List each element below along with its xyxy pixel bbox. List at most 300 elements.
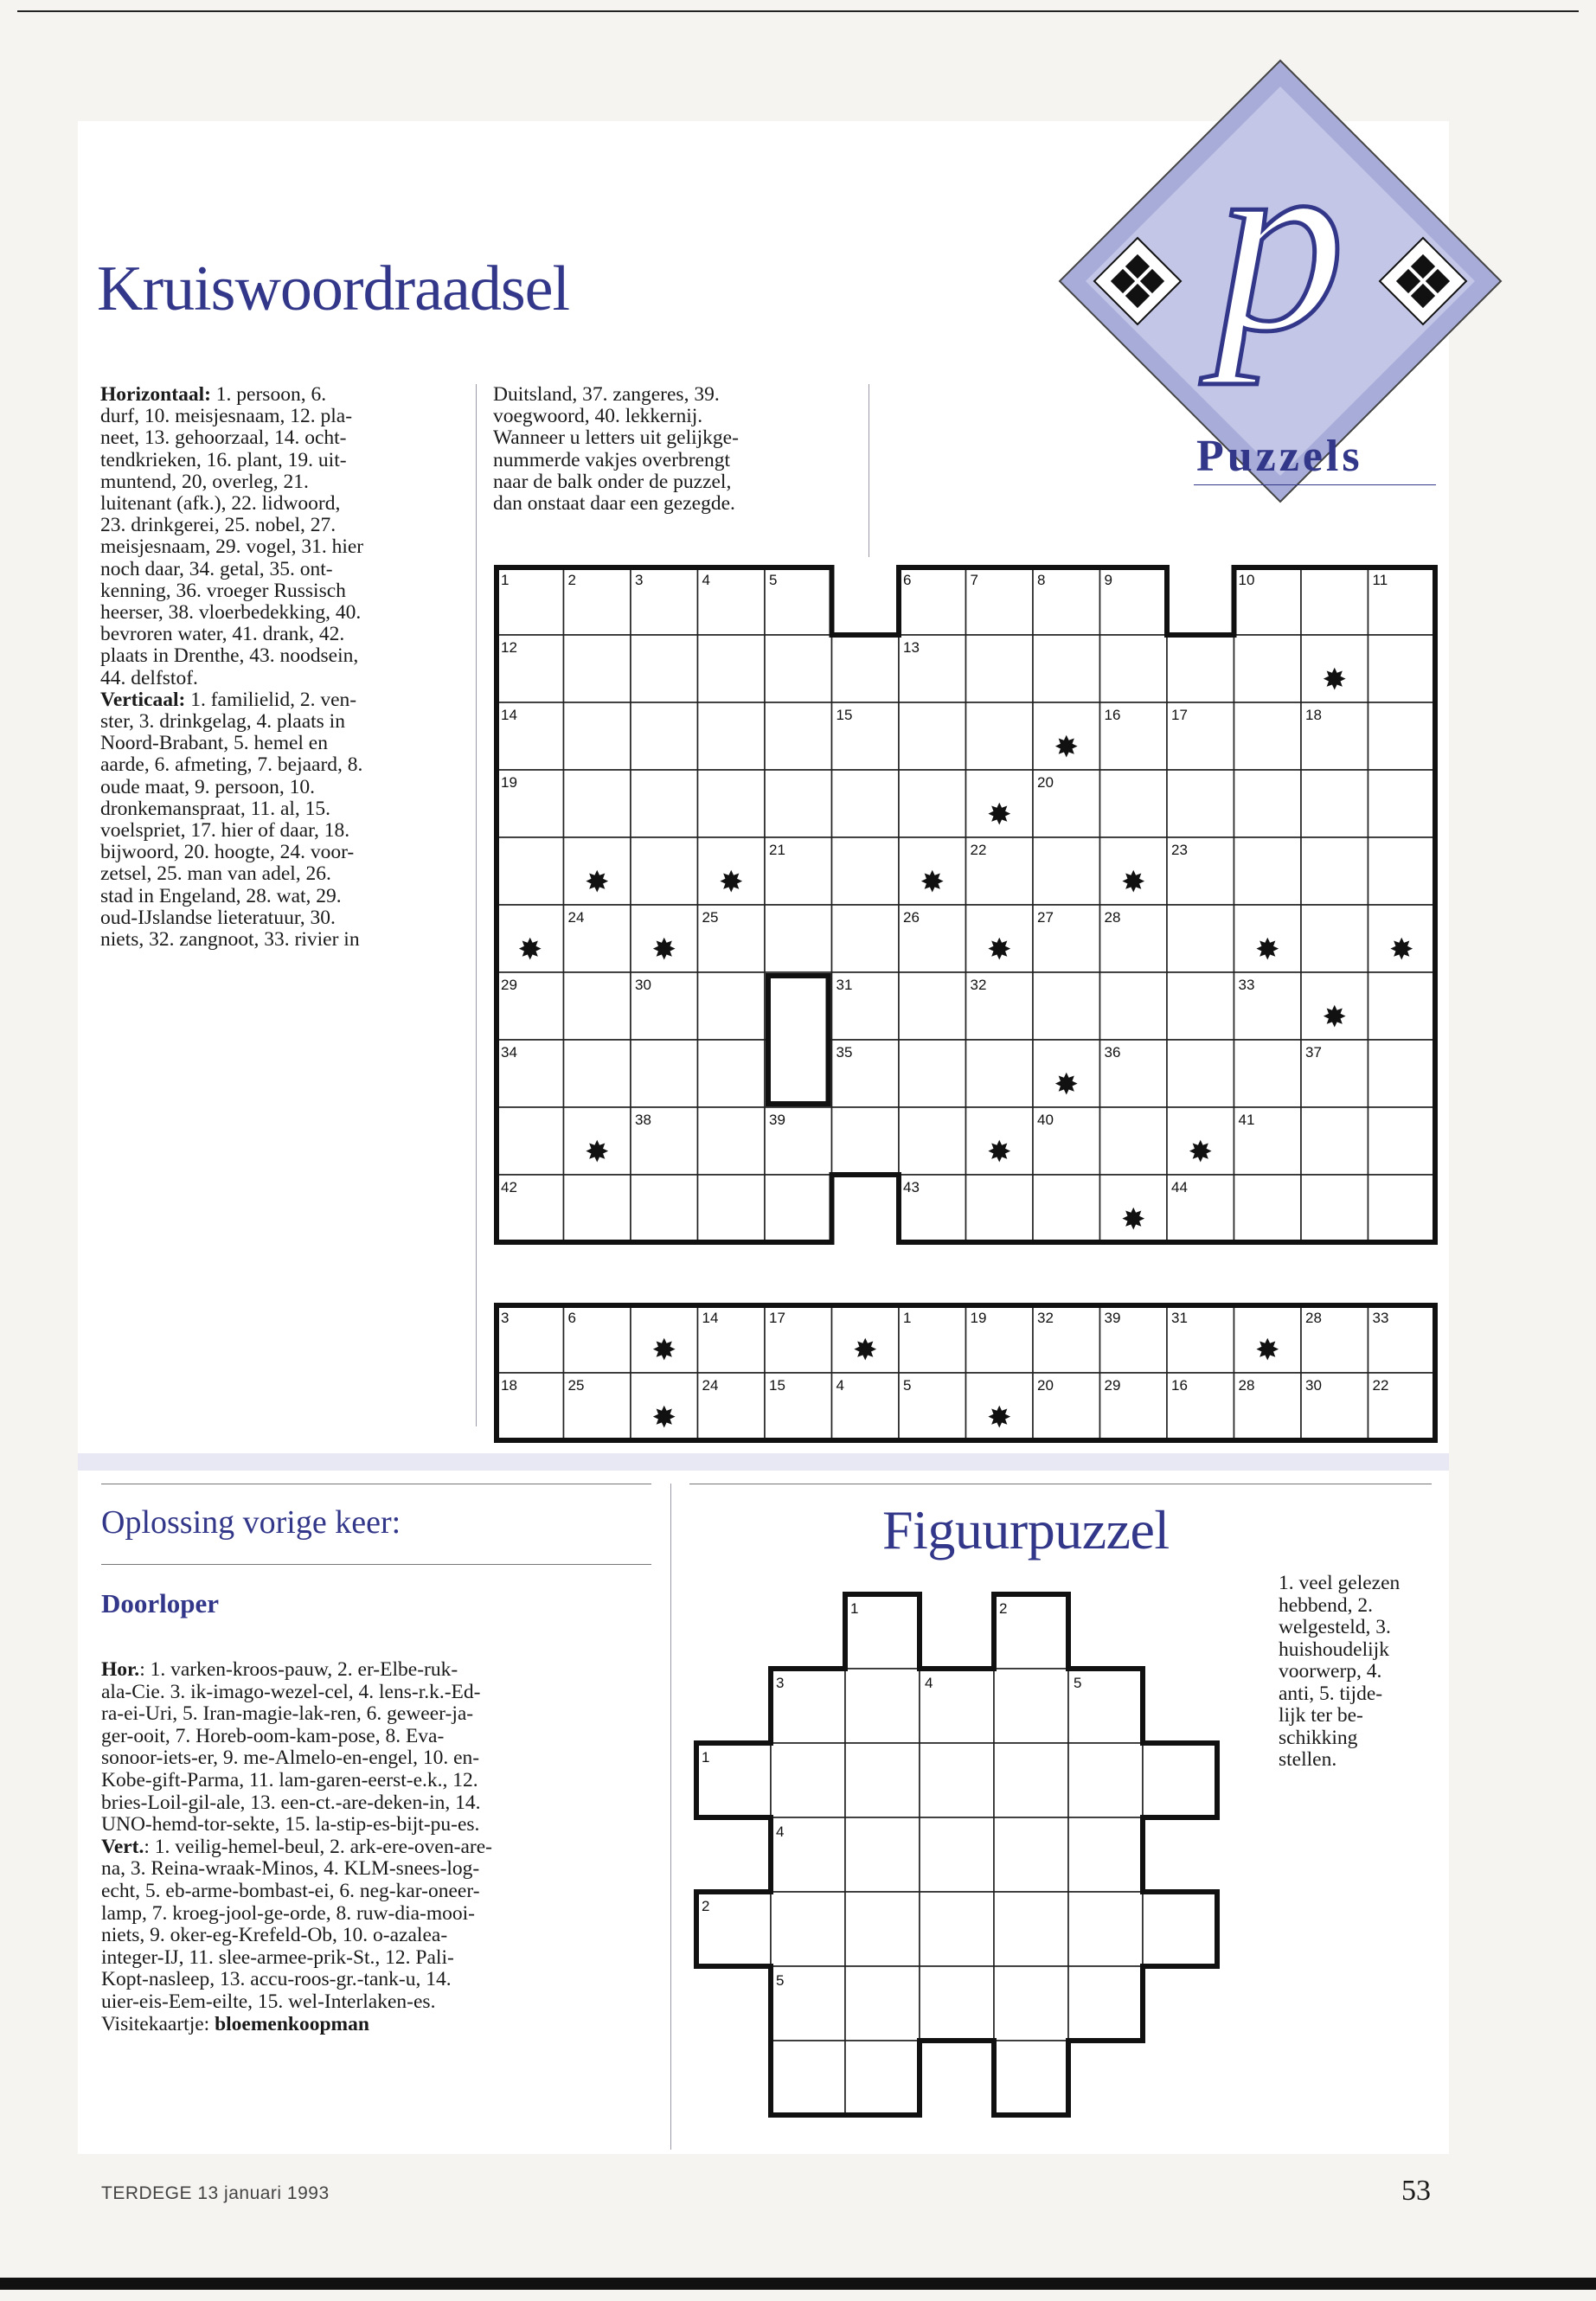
cell-number: 18 [1305, 707, 1322, 723]
continued-clue-line: Duitsland, 37. zangeres, 39. [493, 383, 720, 406]
figuur-clue-line: lijk ter be- [1279, 1704, 1363, 1727]
cell-number: 35 [836, 1044, 853, 1061]
figuur-cell[interactable] [845, 2041, 920, 2115]
vertical-clue-line: oud-IJslandse lieteratuur, 30. [100, 906, 336, 929]
cell-number: 44 [1171, 1179, 1188, 1195]
bar-cell-number: 30 [1305, 1377, 1322, 1394]
crossword-cell[interactable] [1033, 1175, 1100, 1242]
crossword-cell[interactable] [698, 1175, 766, 1242]
crossword-cell[interactable] [832, 905, 900, 972]
cell-number: 39 [769, 1112, 785, 1128]
star-cell-marker: ✸ [1054, 1067, 1079, 1102]
crossword-cell[interactable] [1167, 972, 1234, 1040]
crossword-cell[interactable] [832, 635, 900, 702]
star-cell-marker: ✸ [1322, 663, 1347, 697]
crossword-cell[interactable] [1234, 837, 1302, 905]
figuur-clue-line: anti, 5. tijde- [1279, 1682, 1383, 1705]
solution-text-segment: na, 3. Reina-wraak-Minos, 4. KLM-snees-log- [101, 1857, 480, 1881]
crossword-cell[interactable] [899, 972, 966, 1040]
crossword-cell[interactable] [1234, 635, 1302, 702]
cell-number: 40 [1037, 1112, 1054, 1128]
vertical-label: Verticaal: [100, 688, 186, 711]
crossword-cell[interactable] [1033, 635, 1100, 702]
solution-line [101, 1747, 620, 1770]
crossword-cell[interactable] [899, 1040, 966, 1107]
solution-line [101, 1969, 620, 1991]
figuur-cell[interactable] [920, 1892, 994, 1966]
crossword-cell[interactable] [832, 837, 900, 905]
solution-text-segment: Visitekaartje: [101, 2012, 215, 2035]
crossword-cell[interactable] [966, 702, 1034, 770]
figuur-cell[interactable] [1143, 1743, 1217, 1817]
figuur-cell[interactable] [994, 1743, 1068, 1817]
cell-number: 28 [1104, 909, 1121, 926]
crossword-title: Kruiswoordraadsel [97, 253, 570, 324]
crossword-cell[interactable] [631, 837, 698, 905]
figuurpuzzel-grid [692, 1590, 1263, 2152]
cell-number: 21 [769, 842, 785, 858]
solution-bold-text: bloemenkoopman [215, 2012, 369, 2035]
figuur-cell-number: 2 [702, 1898, 710, 1914]
bar-cell-number: 15 [769, 1377, 785, 1394]
solution-line [101, 1703, 620, 1726]
star-cell-marker: ✸ [1054, 730, 1079, 765]
figuur-clue-line: huishoudelijk [1279, 1638, 1389, 1661]
vertical-clue-line: zetsel, 25. man van adel, 26. [100, 862, 331, 886]
star-cell-marker: ✸ [1389, 933, 1414, 967]
figuur-cell[interactable] [994, 2041, 1068, 2115]
bar-cell-number: 4 [836, 1377, 844, 1394]
solution-text [101, 1659, 620, 2035]
figuurpuzzel-clues [1279, 1573, 1452, 1772]
cell-number: 26 [903, 909, 920, 926]
crossword-cell[interactable] [765, 770, 832, 837]
bar-cell-number: 25 [567, 1377, 585, 1394]
crossword-cell[interactable] [1301, 1175, 1368, 1242]
bar-cell-number: 28 [1305, 1310, 1322, 1326]
cell-number: 22 [970, 842, 987, 858]
bar-cell-number: 19 [970, 1310, 987, 1326]
solution-text-segment: ger-ooit, 7. Horeb-oom-kam-pose, 8. Eva- [101, 1724, 445, 1747]
figuur-cell-number: 5 [1074, 1675, 1082, 1691]
blocked-cell [768, 976, 829, 1104]
solution-text-segment: integer-IJ, 11. slee-armee-prik-St., 12. Pali- [101, 1945, 454, 1969]
crossword-cell[interactable] [832, 1107, 900, 1175]
solution-text-segment: : 1. varken-kroos-pauw, 2. er-Elbe-ruk- [139, 1658, 458, 1681]
crossword-cell[interactable] [1167, 635, 1234, 702]
solution-text-segment: Kobe-gift-Parma, 11. lam-garen-eerst-e.k., 12. [101, 1768, 478, 1791]
bar-star-marker: ✸ [651, 1333, 676, 1368]
figuur-cell[interactable] [845, 1669, 920, 1743]
star-cell-marker: ✸ [585, 1135, 610, 1170]
crossword-cell[interactable] [698, 770, 766, 837]
crossword-cell[interactable] [966, 1040, 1034, 1107]
vertical-clue-line: Noord-Brabant, 5. hemel en [100, 732, 328, 755]
solution-text-segment: lamp, 7. kroeg-jool-ge-orde, 8. ruw-dia-mooi- [101, 1901, 476, 1925]
solution-text-segment: echt, 5. eb-arme-bombast-ei, 6. neg-kar-oneer- [101, 1879, 480, 1902]
cell-number: 5 [769, 572, 778, 588]
figuur-clue-line: voorwerp, 4. [1279, 1660, 1382, 1682]
cell-number: 14 [501, 707, 517, 723]
solution-text-segment: bries-Loil-gil-ale, 13. een-ct.-are-deken-in, 14. [101, 1791, 481, 1814]
crossword-cell[interactable] [631, 770, 698, 837]
solution-text-segment: : 1. veilig-hemel-beul, 2. ark-ere-oven-are- [144, 1835, 492, 1858]
solution-line [101, 1814, 620, 1836]
vertical-clue-line: dronkemanspraat, 11. al, 15. [100, 797, 331, 820]
crossword-cell[interactable] [497, 837, 564, 905]
bar-cell-number: 17 [769, 1310, 785, 1326]
solution-bar [493, 1302, 1445, 1458]
figuur-cell[interactable] [920, 1743, 994, 1817]
solution-line [101, 1903, 620, 1926]
vertical-clue-line: voelspriet, 17. hier of daar, 18. [100, 819, 350, 843]
crossword-cell[interactable] [899, 702, 966, 770]
star-cell-marker: ✸ [719, 865, 744, 900]
instruction-line: dan onstaat daar een gezegde. [493, 492, 735, 516]
crossword-cell[interactable] [765, 905, 832, 972]
lower-divider [670, 1484, 671, 2150]
star-cell-marker: ✸ [1188, 1135, 1213, 1170]
figuur-clue-line: hebbend, 2. [1279, 1593, 1373, 1617]
crossword-cell[interactable] [1368, 770, 1436, 837]
figuur-cell[interactable] [994, 1892, 1068, 1966]
figuur-cell[interactable] [1068, 1966, 1143, 2041]
solution-text-segment: niets, 9. oker-eg-Krefeld-Ob, 10. o-azalea- [101, 1924, 448, 1947]
figuur-cell-number: 3 [776, 1675, 785, 1691]
column-divider [476, 384, 477, 1426]
star-cell-marker: ✸ [1121, 865, 1146, 900]
horizontal-clue-line: kenning, 36. vroeger Russisch [100, 579, 346, 602]
crossword-cell[interactable] [1167, 1040, 1234, 1107]
horizontal-clue-line: 44. delfstof. [100, 666, 198, 689]
solution-line [101, 1682, 620, 1704]
crossword-cell[interactable] [564, 702, 631, 770]
solution-heading: Oplossing vorige keer: [101, 1504, 401, 1541]
cell-number: 3 [635, 572, 644, 588]
figuur-cell-number: 1 [702, 1749, 710, 1766]
figuur-cell-number: 4 [925, 1675, 933, 1691]
bar-star-marker: ✸ [651, 1400, 676, 1435]
cell-number: 19 [501, 774, 517, 791]
bar-cell-number: 29 [1104, 1377, 1121, 1394]
solution-line [101, 1726, 620, 1748]
crossword-cell[interactable] [765, 635, 832, 702]
bar-cell-number: 6 [567, 1310, 576, 1326]
crossword-cell[interactable] [1301, 770, 1368, 837]
crossword-cell[interactable] [1368, 1175, 1436, 1242]
crossword-cell[interactable] [1368, 702, 1436, 770]
logo-underline [1194, 484, 1436, 485]
instruction-line: Wanneer u letters uit gelijkge- [493, 426, 739, 450]
figuur-cell-number: 1 [850, 1600, 859, 1617]
horizontal-label: Horizontaal: [100, 383, 211, 406]
star-cell-marker: ✸ [1121, 1202, 1146, 1237]
figuur-cell[interactable] [771, 1743, 845, 1817]
crossword-cell[interactable] [631, 635, 698, 702]
horizontal-clue-line: plaats in Drenthe, 43. noodsein, [100, 644, 359, 668]
crossword-cell[interactable] [698, 702, 766, 770]
crossword-cell[interactable] [1100, 1107, 1168, 1175]
figuurpuzzel-title: Figuurpuzzel [882, 1499, 1170, 1561]
star-cell-marker: ✸ [1255, 933, 1280, 967]
bar-star-marker: ✸ [987, 1400, 1012, 1435]
solution-line [101, 1947, 620, 1970]
bar-cell-number: 14 [702, 1310, 719, 1326]
star-cell-marker: ✸ [987, 933, 1012, 967]
horizontal-clue-line: durf, 10. meisjesnaam, 12. pla- [100, 405, 353, 428]
solution-bold-text: Vert. [101, 1835, 144, 1858]
crossword-cell[interactable] [564, 1175, 631, 1242]
crossword-cell[interactable] [1301, 1107, 1368, 1175]
star-cell-marker: ✸ [987, 798, 1012, 832]
star-cell-marker: ✸ [920, 865, 945, 900]
cell-number: 34 [501, 1044, 517, 1061]
cell-number: 23 [1171, 842, 1188, 858]
figuur-cell[interactable] [771, 2041, 845, 2115]
crossword-cell[interactable] [564, 1040, 631, 1107]
vertical-clue-line: oude maat, 9. persoon, 10. [100, 775, 316, 798]
cell-number: 13 [903, 639, 920, 656]
cell-number: 31 [836, 977, 853, 993]
figuur-cell[interactable] [994, 1966, 1068, 2041]
instruction-line: nummerde vakjes overbrengt [493, 448, 731, 471]
crossword-cell[interactable] [1368, 1040, 1436, 1107]
cell-number: 6 [903, 572, 912, 588]
bar-cell-number: 1 [903, 1310, 912, 1326]
crossword-cell[interactable] [1167, 770, 1234, 837]
bar-cell-number: 32 [1037, 1310, 1054, 1326]
crossword-cell[interactable] [1167, 905, 1234, 972]
cell-number: 25 [702, 909, 719, 926]
figuur-cell[interactable] [1068, 1892, 1143, 1966]
crossword-cell[interactable] [497, 1107, 564, 1175]
cell-number: 17 [1171, 707, 1188, 723]
solution-text-segment: ala-Cie. 3. ik-imago-wezel-cel, 4. lens-r.k.-Ed- [101, 1680, 481, 1703]
figuur-cell[interactable] [845, 1817, 920, 1892]
crossword-grid [493, 564, 1445, 1256]
crossword-cell[interactable] [1234, 770, 1302, 837]
solution-line [101, 1770, 620, 1792]
solution-line [101, 1991, 620, 2014]
crossword-cell[interactable] [1234, 702, 1302, 770]
cell-number: 38 [635, 1112, 651, 1128]
crossword-cell[interactable] [1100, 972, 1168, 1040]
cell-number: 29 [501, 977, 517, 993]
crossword-cell[interactable] [698, 1107, 766, 1175]
crossword-cell[interactable] [1301, 567, 1368, 635]
doorloper-heading: Doorloper [101, 1588, 220, 1618]
horizontal-line-0 [100, 384, 464, 406]
solution-line [101, 2014, 620, 2036]
crossword-cell[interactable] [1368, 1107, 1436, 1175]
figuur-cell[interactable] [920, 1966, 994, 2041]
crossword-cell[interactable] [631, 1040, 698, 1107]
horizontal-clue-line: 23. drinkgerei, 25. nobel, 27. [100, 514, 337, 537]
cell-number: 4 [702, 572, 710, 588]
crossword-cell[interactable] [832, 770, 900, 837]
crossword-cell[interactable] [698, 1040, 766, 1107]
logo-letter: p [1215, 98, 1345, 385]
star-cell-marker: ✸ [517, 933, 542, 967]
figuur-cell[interactable] [1068, 1743, 1143, 1817]
bar-cell-number: 28 [1238, 1377, 1255, 1394]
cell-number: 43 [903, 1179, 920, 1195]
footer-publication: TERDEGE 13 januari 1993 [101, 2183, 330, 2203]
continued-clue-line: voegwoord, 40. lekkernij. [493, 405, 703, 428]
crossword-cell[interactable] [1368, 972, 1436, 1040]
crossword-cell[interactable] [1033, 837, 1100, 905]
figuur-cell-number: 2 [999, 1600, 1008, 1617]
solution-text-segment: sonoor-iets-er, 9. me-Almelo-en-engel, 10. en- [101, 1747, 480, 1770]
bar-cell-number: 33 [1372, 1310, 1389, 1326]
crossword-cell[interactable] [698, 635, 766, 702]
cell-number: 30 [635, 977, 651, 993]
figuur-cell[interactable] [1068, 1817, 1143, 1892]
crossword-cell[interactable] [1301, 837, 1368, 905]
cell-number: 8 [1037, 572, 1046, 588]
clues-left-column [100, 384, 464, 951]
figuur-clue-line: welgesteld, 3. [1279, 1616, 1391, 1638]
figuur-cell[interactable] [920, 1817, 994, 1892]
bar-cell-number: 39 [1104, 1310, 1121, 1326]
cell-number: 16 [1104, 707, 1121, 723]
crossword-cell[interactable] [1100, 770, 1168, 837]
figuur-clue-line: stellen. [1279, 1748, 1337, 1771]
figuur-cell[interactable] [845, 1892, 920, 1966]
solution-line [101, 1925, 620, 1947]
star-cell-marker: ✸ [1322, 1000, 1347, 1035]
clues-continued-column [493, 384, 856, 515]
cell-number: 37 [1305, 1044, 1322, 1061]
solution-line [101, 1881, 620, 1903]
cell-number: 41 [1238, 1112, 1255, 1128]
cell-number: 1 [501, 572, 510, 588]
cell-number: 33 [1238, 977, 1255, 993]
crossword-cell[interactable] [564, 635, 631, 702]
cell-number: 20 [1037, 774, 1054, 791]
cell-number: 36 [1104, 1044, 1121, 1061]
star-cell-marker: ✸ [585, 865, 610, 900]
bottom-rule [0, 2278, 1596, 2290]
vertical-clue-line: aarde, 6. afmeting, 7. bejaard, 8. [100, 753, 363, 777]
bar-cell-number: 31 [1171, 1310, 1188, 1326]
cell-number: 9 [1104, 572, 1112, 588]
cell-number: 24 [567, 909, 585, 926]
figuur-cell[interactable] [845, 1966, 920, 2041]
top-rule [17, 10, 1579, 12]
figuur-cell[interactable] [845, 1743, 920, 1817]
solution-rule [101, 1564, 651, 1565]
crossword-cell[interactable] [1301, 905, 1368, 972]
horizontal-clue-line: heerser, 38. vloerbedekking, 40. [100, 601, 362, 625]
solution-line [101, 1858, 620, 1881]
crossword-cell[interactable] [698, 972, 766, 1040]
horizontal-clue-line: neet, 13. gehoorzaal, 14. ocht- [100, 426, 347, 450]
cell-number: 2 [567, 572, 576, 588]
horizontal-clue-line: meisjesnaam, 29. vogel, 31. hier [100, 535, 364, 559]
bar-cell-number: 22 [1372, 1377, 1389, 1394]
crossword-cell[interactable] [564, 770, 631, 837]
cell-number: 32 [970, 977, 987, 993]
cell-number: 11 [1372, 572, 1388, 588]
cell-number: 27 [1037, 909, 1054, 926]
solution-text-segment: Kopt-nasleep, 13. accu-roos-gr.-tank-u, 14. [101, 1968, 452, 1991]
vertical-clue-line: bijwoord, 20. hoogte, 24. voor- [100, 841, 355, 864]
bar-cell-number: 20 [1037, 1377, 1054, 1394]
crossword-cell[interactable] [765, 702, 832, 770]
figuur-cell-number: 4 [776, 1823, 785, 1840]
vertical-line-0 [100, 689, 464, 711]
cell-number: 10 [1238, 572, 1255, 588]
cell-number: 7 [970, 572, 978, 588]
vertical-clue-line: ster, 3. drinkgelag, 4. plaats in [100, 710, 345, 734]
crossword-cell[interactable] [966, 1175, 1034, 1242]
bar-cell-number: 18 [501, 1377, 517, 1394]
crossword-cell[interactable] [631, 702, 698, 770]
figuur-cell[interactable] [1143, 1892, 1217, 1966]
vertical-text: 1. familielid, 2. ven- [190, 688, 357, 711]
bar-cell-number: 3 [501, 1310, 510, 1326]
figuur-cell[interactable] [994, 1669, 1068, 1743]
figuur-cell[interactable] [994, 1817, 1068, 1892]
solution-line [101, 1836, 620, 1859]
solution-line [101, 1792, 620, 1815]
star-cell-marker: ✸ [651, 933, 676, 967]
crossword-cell[interactable] [1100, 635, 1168, 702]
bar-cell-number: 5 [903, 1377, 912, 1394]
crossword-cell[interactable] [564, 972, 631, 1040]
horizontal-clue-line: noch daar, 34. getal, 35. ont- [100, 557, 333, 580]
figuur-clue-line: schikking [1279, 1726, 1358, 1749]
crossword-cell[interactable] [1234, 1175, 1302, 1242]
crossword-cell[interactable] [631, 1175, 698, 1242]
solution-bold-text: Hor. [101, 1658, 140, 1681]
crossword-cell[interactable] [966, 635, 1034, 702]
logo-word: Puzzels [1196, 432, 1363, 481]
solution-text-segment: uier-eis-Eem-eilte, 15. wel-Interlaken-es. [101, 1990, 436, 2013]
bar-cell-number: 24 [702, 1377, 719, 1394]
crossword-cell[interactable] [899, 770, 966, 837]
cell-number: 15 [836, 707, 853, 723]
crossword-cell[interactable] [899, 1107, 966, 1175]
horizontal-clue-line: luitenant (afk.), 22. lidwoord, [100, 492, 341, 516]
crossword-cell[interactable] [1368, 837, 1436, 905]
solution-text-segment: UNO-hemd-tor-sekte, 15. la-stip-es-bijt-pu-es. [101, 1813, 480, 1836]
star-cell-marker: ✸ [987, 1135, 1012, 1170]
crossword-cell[interactable] [1368, 635, 1436, 702]
cell-number: 12 [501, 639, 517, 656]
page-number: 53 [1401, 2175, 1431, 2207]
horizontal-clue-line: bevroren water, 41. drank, 42. [100, 623, 345, 646]
horizontal-clue-line: muntend, 20, overleg, 21. [100, 470, 309, 493]
vertical-clue-line: niets, 32. zangnoot, 33. rivier in [100, 928, 360, 952]
horizontal-clue-line: tendkrieken, 16. plant, 19. uit- [100, 448, 347, 471]
crossword-cell[interactable] [1033, 972, 1100, 1040]
bar-star-marker: ✸ [1255, 1333, 1280, 1368]
crossword-cell[interactable] [1234, 1040, 1302, 1107]
bar-cell-number: 16 [1171, 1377, 1188, 1394]
figuur-cell[interactable] [771, 1892, 845, 1966]
solution-line [101, 1659, 620, 1682]
bar-star-marker: ✸ [853, 1333, 878, 1368]
crossword-cell[interactable] [765, 1175, 832, 1242]
vertical-clue-line: stad in Engeland, 28. wat, 29. [100, 884, 342, 907]
figuur-cell-number: 5 [776, 1972, 785, 1989]
cell-number: 42 [501, 1179, 517, 1195]
figuur-clue-line: 1. veel gelezen [1279, 1572, 1401, 1594]
instruction-line: naar de balk onder de puzzel, [493, 470, 732, 493]
horizontal-text: 1. persoon, 6. [215, 383, 327, 406]
